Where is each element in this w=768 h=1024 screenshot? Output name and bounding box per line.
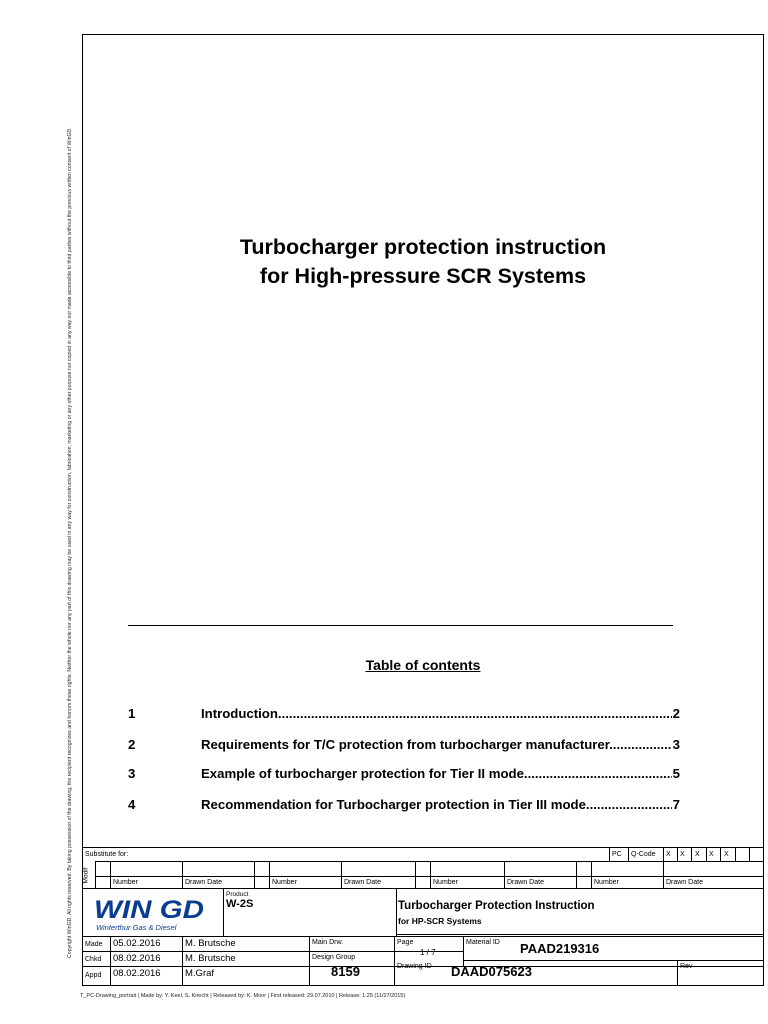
tb-line <box>677 847 678 861</box>
q-mark: X <box>709 851 714 858</box>
tb-line <box>720 847 721 861</box>
tb-line <box>82 888 764 889</box>
modif-label: Modif <box>82 867 90 884</box>
tb-line <box>628 847 629 861</box>
page-value: 1 / 7 <box>420 948 436 957</box>
made-name: M. Brutsche <box>185 938 236 949</box>
tb-line <box>223 888 224 936</box>
toc-item[interactable] <box>128 764 680 784</box>
product-value: W-2S <box>226 898 254 910</box>
doc-title: Turbocharger Protection Instruction <box>398 900 595 912</box>
rev-header: Drawn Date <box>185 879 222 886</box>
toc-item-page: 2 <box>672 704 680 724</box>
q-mark: X <box>695 851 700 858</box>
tb-line <box>415 861 416 888</box>
design-group-value: 8159 <box>331 964 360 979</box>
drawing-id-label: Drawing ID <box>397 963 432 970</box>
toc-item-page: 7 <box>672 795 680 815</box>
chkd-date: 08.02.2016 <box>113 953 161 964</box>
tb-line <box>663 847 664 861</box>
title-line-1: Turbocharger protection instruction <box>239 235 607 259</box>
rev-header: Number <box>433 879 458 886</box>
document-title <box>82 233 764 291</box>
appd-date: 08.02.2016 <box>113 968 161 979</box>
toc-item-label: Introduction ..... <box>201 704 680 724</box>
appd-name: M.Graf <box>185 968 215 979</box>
tb-line <box>609 847 610 861</box>
toc-item-number: 3 <box>128 766 136 781</box>
tb-line <box>463 960 764 961</box>
toc-item-label: Example of turbocharger protection for Tier II mode ..... <box>201 764 680 784</box>
tb-line <box>309 936 310 986</box>
tb-line <box>749 847 750 861</box>
substitute-label: Substitute for: <box>85 851 129 858</box>
svg-text:WIN GD: WIN GD <box>94 896 204 924</box>
tb-line <box>341 861 342 888</box>
separator-line <box>128 625 673 626</box>
material-id-label: Material ID <box>466 939 500 946</box>
copyright-notice: Copyright WinGD. All rights reserved. By taking possession of the drawing, the recipient recognizes and honors these rights. Neither the whole nor any part of this drawing may be used in any way for construction, fabrication, marketing or any other purpose nor copied in any way nor made accessible to third parties without the previous written consent of WinGD. <box>67 127 73 958</box>
tb-line <box>677 960 678 986</box>
q-mark: X <box>680 851 685 858</box>
pc-label: PC <box>612 851 622 858</box>
tb-line <box>110 936 111 986</box>
svg-text:Winterthur Gas & Diesel: Winterthur Gas & Diesel <box>96 923 177 932</box>
wingd-logo <box>92 893 218 933</box>
tb-line <box>706 847 707 861</box>
toc-item-number: 2 <box>128 737 136 752</box>
design-group-label: Design Group <box>312 954 356 961</box>
toc-item[interactable] <box>128 795 680 815</box>
q-mark: X <box>724 851 729 858</box>
title-line-2: for High-pressure SCR Systems <box>259 264 587 288</box>
rev-header: Number <box>594 879 619 886</box>
drawing-id-value: DAAD075623 <box>451 964 532 979</box>
made-label: Made <box>85 941 103 948</box>
toc-item-page: 5 <box>672 764 680 784</box>
rev-label: Rev <box>680 963 693 970</box>
toc-item[interactable] <box>128 704 680 724</box>
toc-item-label: Requirements for T/C protection from turbocharger manufacturer ..... <box>201 735 680 755</box>
drawing-frame <box>82 34 764 986</box>
toc-item-label: Recommendation for Turbocharger protection in Tier III mode ..... <box>201 795 680 815</box>
tb-line <box>735 847 736 861</box>
material-id-value: PAAD219316 <box>520 941 600 956</box>
q-code-label: Q-Code <box>631 851 656 858</box>
chkd-name: M. Brutsche <box>185 953 236 964</box>
rev-header: Number <box>272 879 297 886</box>
tb-line <box>394 936 395 986</box>
main-drw-label: Main Drw. <box>312 939 344 946</box>
tb-line <box>182 861 183 888</box>
tb-line <box>396 888 397 936</box>
tb-line <box>269 861 270 888</box>
doc-subtitle: for HP-SCR Systems <box>398 916 482 926</box>
product-label: Product <box>226 891 249 898</box>
tb-line <box>95 861 96 888</box>
toc-item-page: 3 <box>672 735 680 755</box>
tb-line <box>254 861 255 888</box>
toc-heading: Table of contents <box>365 657 481 673</box>
tb-line <box>430 861 431 888</box>
rev-header: Drawn Date <box>344 879 381 886</box>
tb-line <box>82 951 463 952</box>
tb-line <box>82 936 764 937</box>
tb-line <box>691 847 692 861</box>
rev-header: Number <box>113 879 138 886</box>
toc-item[interactable] <box>128 735 680 755</box>
footer-info: T_PC-Drawing_portrait | Made by: Y. Keel, S. Knecht | Released by: K. Moor | First released: 29.07.2010 | Release: 1.25 (11/27/2015) <box>80 993 406 999</box>
tb-line <box>182 936 183 986</box>
rev-header: Drawn Date <box>507 879 544 886</box>
tb-line <box>663 861 664 888</box>
tb-line <box>591 861 592 888</box>
tb-line <box>504 861 505 888</box>
toc-item-number: 4 <box>128 797 136 812</box>
chkd-label: Chkd <box>85 956 102 963</box>
rev-header: Drawn Date <box>666 879 703 886</box>
tb-line <box>110 861 111 888</box>
toc-item-number: 1 <box>128 706 136 721</box>
appd-label: Appd <box>85 972 102 979</box>
page-label: Page <box>397 939 414 946</box>
tb-line <box>82 847 764 848</box>
tb-line <box>396 934 764 935</box>
made-date: 05.02.2016 <box>113 938 161 949</box>
tb-line <box>576 861 577 888</box>
tb-line <box>463 936 464 966</box>
q-mark: X <box>666 851 671 858</box>
